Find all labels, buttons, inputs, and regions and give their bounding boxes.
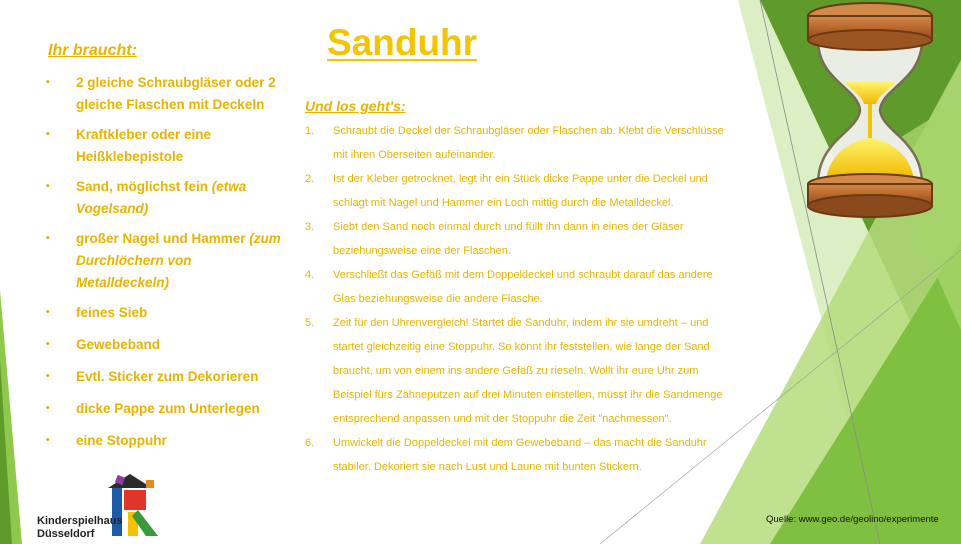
step-item: 3. Siebt den Sand noch einmal durch und füllt ihn dann in eines der Gläser beziehungsweise eine der Flaschen. xyxy=(305,215,735,263)
list-item: • 2 gleiche Schraubgläser oder 2 gleiche Flaschen mit Deckeln xyxy=(46,72,286,116)
step-item: 5. Zeit für den Uhrenvergleich! Startet die Sanduhr, indem ihr sie umdreht – und startet gleichzeitig eine Stoppuhr. So könnt ihr feststellen, wie lange der Sand braucht, um von einem ins andere Gefäß zu rieseln. Wollt ihr eure Uhr zum Beispiel fürs Zähneputzen auf drei Minuten einstellen, müsst ihr die Sandmenge entsprechend anpassen und mit der Stoppuhr die Zeit "nachmessen". xyxy=(305,311,735,431)
step-item: 4. Verschließt das Gefäß mit dem Doppeldeckel und schraubt darauf das andere Glas beziehungsweise die andere Flasche. xyxy=(305,263,735,311)
page-title: Sanduhr xyxy=(327,22,478,63)
list-item: • dicke Pappe zum Unterlegen xyxy=(46,398,286,420)
step-item: 2. Ist der Kleber getrocknet, legt ihr ein Stück dicke Pappe unter die Deckel und schlagt mit Nagel und Hammer ein Loch mittig durch die Metalldeckel. xyxy=(305,167,735,215)
step-number: 3. xyxy=(305,221,315,233)
step-number: 6. xyxy=(305,437,315,449)
step-number: 2. xyxy=(305,173,315,185)
list-item: • Gewebeband xyxy=(46,334,286,356)
materials-heading: Ihr braucht: xyxy=(48,42,137,59)
list-item: • Kraftkleber oder eine Heißklebepistole xyxy=(46,124,286,168)
source-credit: Quelle: www.geo.de/geolino/experimente xyxy=(766,514,939,525)
list-item: • feines Sieb xyxy=(46,302,286,324)
step-item: 6. Umwickelt die Doppeldeckel mit dem Gewebeband – das macht die Sanduhr stabiler. Dekoriert sie nach Lust und Laune mit bunten Stickern. xyxy=(305,431,735,479)
hourglass-icon xyxy=(800,0,940,222)
materials-list xyxy=(46,72,286,452)
step-number: 1. xyxy=(305,125,315,137)
list-item: • Evtl. Sticker zum Dekorieren xyxy=(46,366,286,388)
instructions-list xyxy=(305,119,735,479)
list-item: • großer Nagel und Hammer (zum Durchlöchern von Metalldeckeln) xyxy=(46,228,286,294)
instructions-heading: Und los geht's: xyxy=(305,98,406,114)
list-item: • eine Stoppuhr xyxy=(46,430,286,452)
logo-text: Kinderspielhaus Düsseldorf xyxy=(37,515,123,540)
step-number: 5. xyxy=(305,317,315,329)
list-item: • Sand, möglichst fein (etwa Vogelsand) xyxy=(46,176,286,220)
step-item: 1. Schraubt die Deckel der Schraubgläser oder Flaschen ab. Klebt die Verschlüsse mit ihren Oberseiten aufeinander. xyxy=(305,119,735,167)
step-number: 4. xyxy=(305,269,315,281)
